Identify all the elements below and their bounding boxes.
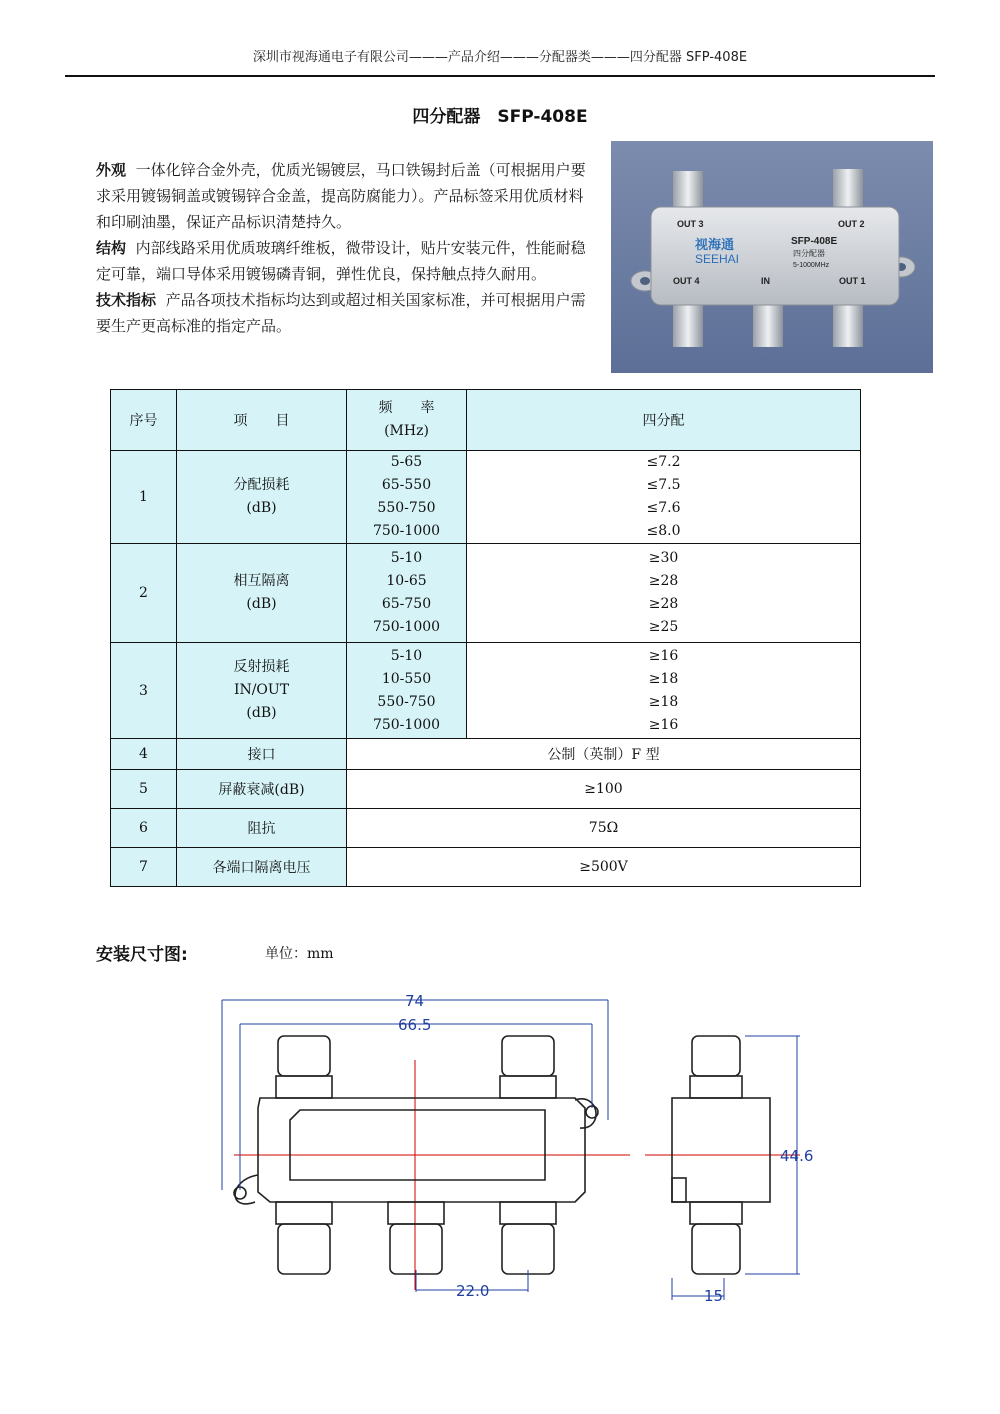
- header-divider: [65, 75, 935, 77]
- svg-text:44.6: 44.6: [780, 1147, 814, 1165]
- svg-text:74: 74: [405, 992, 425, 1010]
- table-row: 2 相互隔离 (dB) 5-10 10-65 65-750 750-1000 ≥30 ≥28 ≥28 ≥25: [111, 544, 861, 643]
- svg-text:OUT 4: OUT 4: [673, 276, 700, 286]
- connector-out1: [833, 299, 863, 347]
- dimension-lines: [222, 1000, 800, 1300]
- svg-text:SFP-408E: SFP-408E: [791, 236, 838, 247]
- page-header: 深圳市视海通电子有限公司———产品介绍———分配器类———四分配器 SFP-408E: [252, 50, 748, 65]
- svg-text:OUT 1: OUT 1: [839, 276, 866, 286]
- table-row: 4 接口 公制（英制）F 型: [111, 739, 861, 770]
- svg-text:66.5: 66.5: [398, 1016, 432, 1034]
- header-value: 四分配: [467, 390, 861, 451]
- install-title: 安装尺寸图:: [96, 945, 188, 965]
- intro-appearance: 外观 一体化锌合金外壳，优质光锡镀层，马口铁锡封后盖（可根据用户要求采用镀锡铜盖或镀锡锌合金盖，提高防腐能力）。产品标签采用优质材料和印刷油墨，保证产品标识清楚持久。: [96, 161, 586, 231]
- svg-text:22.0: 22.0: [456, 1282, 490, 1300]
- center-lines: [234, 1060, 800, 1290]
- table-row: 6 阻抗 75Ω: [111, 809, 861, 848]
- install-unit: 单位：mm: [265, 946, 334, 962]
- table-header-row: [111, 390, 861, 451]
- dimension-labels: [398, 992, 813, 1305]
- svg-text:OUT 3: OUT 3: [677, 219, 704, 229]
- connector-in: [753, 299, 783, 347]
- intro-structure: 结构 内部线路采用优质玻璃纤维板，微带设计，贴片安装元件，性能耐稳定可靠，端口导体采用镀锡磷青铜，弹性优良，保持触点持久耐用。: [96, 239, 586, 283]
- table-row: 7 各端口隔离电压 ≥500V: [111, 848, 861, 887]
- svg-text:视海通: 视海通: [695, 238, 735, 253]
- intro-specs: 技术指标 产品各项技术指标均达到或超过相关国家标准，并可根据用户需要生产更高标准的指定产品。: [96, 291, 586, 335]
- table-row: 1 分配损耗 (dB) 5-65 65-550 550-750 750-1000 ≤7.2 ≤7.5 ≤7.6 ≤8.0: [111, 451, 861, 544]
- svg-text:OUT 2: OUT 2: [838, 219, 865, 229]
- spec-table: [110, 389, 861, 887]
- intro-text: [96, 157, 598, 339]
- header-item: 项 目: [177, 390, 347, 451]
- connector-out2: [833, 169, 863, 213]
- svg-text:IN: IN: [761, 276, 770, 286]
- product-photo: [611, 141, 933, 373]
- table-row: 3 反射损耗 IN/OUT (dB) 5-10 10-550 550-750 750-1000 ≥16 ≥18 ≥18 ≥16: [111, 643, 861, 739]
- svg-text:四分配器: 四分配器: [793, 249, 825, 258]
- dimension-drawing: [200, 980, 840, 1310]
- page-title: 四分配器 SFP-408E: [412, 107, 588, 127]
- svg-text:15: 15: [704, 1287, 724, 1305]
- svg-text:5-1000MHz: 5-1000MHz: [793, 262, 830, 269]
- table-row: 5 屏蔽衰减(dB) ≥100: [111, 770, 861, 809]
- connector-out4: [673, 299, 703, 347]
- header-no: 序号: [111, 390, 177, 451]
- header-freq: 频 率 (MHz): [347, 390, 467, 451]
- svg-text:SEEHAI: SEEHAI: [695, 252, 740, 266]
